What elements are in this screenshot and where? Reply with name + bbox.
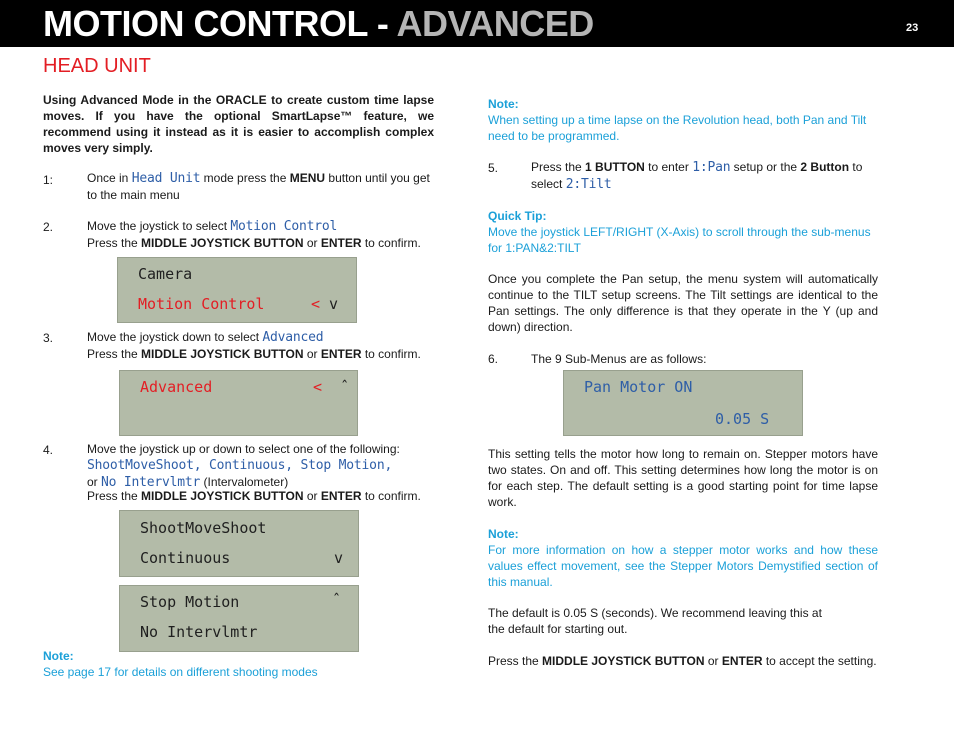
- lcd-screen-pan-motor: [563, 370, 803, 436]
- step3-press: Press the: [87, 347, 142, 361]
- step2-end: to confirm.: [361, 236, 421, 250]
- step4-key1: MIDDLE JOYSTICK BUTTON: [141, 489, 304, 503]
- lcd4-line2: No Intervlmtr: [140, 623, 258, 641]
- step1-pre: Once in: [87, 171, 132, 185]
- quick-tip-label: Quick Tip:: [488, 209, 547, 223]
- header-bar: [0, 0, 954, 47]
- step2-lcd-text: Motion Control: [230, 219, 338, 234]
- lcd1-arrows: < v: [311, 295, 339, 313]
- step5-pre: Press the: [531, 160, 586, 174]
- lcd3-line1: ShootMoveShoot: [140, 519, 267, 537]
- section-title: HEAD UNIT: [43, 55, 151, 77]
- step4-end: to confirm.: [361, 489, 421, 503]
- step1-text: [87, 170, 437, 203]
- step6-number: 6.: [488, 352, 499, 366]
- lcd3-arrow: v: [334, 549, 344, 567]
- step3-or: or: [303, 347, 321, 361]
- lcd3-line2: Continuous: [140, 549, 231, 567]
- step2-text: [87, 218, 437, 251]
- step1-number: 1:: [43, 173, 54, 187]
- step4-key2: ENTER: [320, 489, 362, 503]
- lcd-screen-main-menu: [117, 257, 357, 323]
- left-note-text: See page 17 for details on different shooting modes: [43, 665, 318, 679]
- right-note1-label: Note:: [488, 97, 519, 111]
- step6-text: The 9 Sub-Menus are as follows:: [531, 352, 707, 366]
- lcd1-line1: Camera: [138, 265, 193, 283]
- step5-number: 5.: [488, 161, 499, 175]
- step5-key1: 1 BUTTON: [585, 160, 645, 174]
- step3-end: to confirm.: [361, 347, 421, 361]
- lcd4-arrow: ˆ: [332, 591, 342, 609]
- step4-number: 4.: [43, 443, 54, 457]
- step3-number: 3.: [43, 331, 54, 345]
- right-note1-text: When setting up a time lapse on the Revolution head, both Pan and Tilt need to be programmed.: [488, 113, 867, 143]
- step4-pre: Move the joystick up or down to select one of the following:: [87, 442, 400, 456]
- step2-key2: ENTER: [320, 236, 362, 250]
- step3-lcd-text: Advanced: [262, 330, 324, 345]
- right-note2-text: For more information on how a stepper motor works and how these values effect movement, see the Stepper Motors Demystified section of this manual.: [488, 543, 878, 589]
- step4-post: (Intervalometer): [200, 475, 289, 489]
- accept-setting-text: [488, 653, 888, 669]
- lcd-screen-advanced: [119, 370, 358, 436]
- title-main: MOTION CONTROL -: [43, 3, 397, 44]
- step4-lcd-text1: ShootMoveShoot, Continuous, Stop Motion,: [87, 458, 393, 473]
- step5-key2: 2 Button: [800, 160, 850, 174]
- step4-confirm: [87, 488, 437, 504]
- step3-key2: ENTER: [320, 347, 362, 361]
- lcd2-arrows: < ˆ: [313, 378, 350, 396]
- page-title: [43, 2, 594, 46]
- step4-lcd-text2: No Intervlmtr: [101, 475, 201, 490]
- accept-key1: MIDDLE JOYSTICK BUTTON: [542, 654, 705, 668]
- title-sub: ADVANCED: [396, 3, 594, 44]
- step1-lcd-text: Head Unit: [131, 171, 201, 186]
- step4-text: [87, 441, 405, 491]
- accept-end: to accept the setting.: [762, 654, 877, 668]
- right-note2-label: Note:: [488, 527, 519, 541]
- step5-mid2: setup or the: [730, 160, 801, 174]
- pan-paragraph: Once you complete the Pan setup, the menu system will automatically continue to the TILT setup screens. The Tilt settings are identical to the Pan settings. The only difference is that they operate in the Y (up and down) direction.: [488, 272, 878, 334]
- lcd5-line2: 0.05 S: [715, 410, 770, 428]
- lcd2-line1: Advanced: [140, 378, 213, 396]
- step1-mid: mode press the: [200, 171, 290, 185]
- page-number: 23: [906, 22, 919, 34]
- step1-post: button until you get to the main menu: [87, 171, 430, 202]
- step4-or2: or: [303, 489, 321, 503]
- step3-pre: Move the joystick down to select: [87, 330, 263, 344]
- lcd-screen-modes-2: [119, 585, 359, 652]
- accept-or: or: [704, 654, 722, 668]
- step2-key1: MIDDLE JOYSTICK BUTTON: [141, 236, 304, 250]
- quick-tip-text: Move the joystick LEFT/RIGHT (X-Axis) to scroll through the sub-menus for 1:PAN&2:TILT: [488, 225, 871, 255]
- step5-mid3: to select: [531, 160, 863, 191]
- step5-lcd-text2: 2:Tilt: [565, 177, 612, 192]
- step2-pre: Move the joystick to select: [87, 219, 231, 233]
- accept-key2: ENTER: [721, 654, 763, 668]
- left-note-label: Note:: [43, 649, 74, 663]
- step2-press: Press the: [87, 236, 142, 250]
- step5-text: [531, 159, 881, 193]
- lcd1-line2: Motion Control: [138, 295, 265, 313]
- setting-paragraph: This setting tells the motor how long to remain on. Stepper motors have two states. On and off. This setting determines how long the motor is on for each step. The default setting is a good starting point for time lapse work.: [488, 447, 878, 509]
- lcd5-line1: Pan Motor ON: [584, 378, 693, 396]
- step2-or: or: [303, 236, 321, 250]
- step3-key1: MIDDLE JOYSTICK BUTTON: [141, 347, 304, 361]
- step5-mid1: to enter: [644, 160, 693, 174]
- lcd4-line1: Stop Motion: [140, 593, 240, 611]
- step4-or: or: [87, 475, 102, 489]
- default-line2: the default for starting out.: [488, 622, 628, 636]
- lcd-screen-modes-1: [119, 510, 359, 577]
- accept-pre: Press the: [488, 654, 543, 668]
- step2-number: 2.: [43, 220, 54, 234]
- step1-key: MENU: [289, 171, 326, 185]
- step3-text: [87, 329, 437, 362]
- default-line1: The default is 0.05 S (seconds). We recommend leaving this at: [488, 606, 822, 620]
- step4-press: Press the: [87, 489, 142, 503]
- intro-paragraph: Using Advanced Mode in the ORACLE to create custom time lapse moves. If you have the optional SmartLapse™ feature, we recommend using it instead as it is easier to accomplish complex moves very simply.: [43, 93, 434, 155]
- step5-lcd-text1: 1:Pan: [692, 160, 731, 175]
